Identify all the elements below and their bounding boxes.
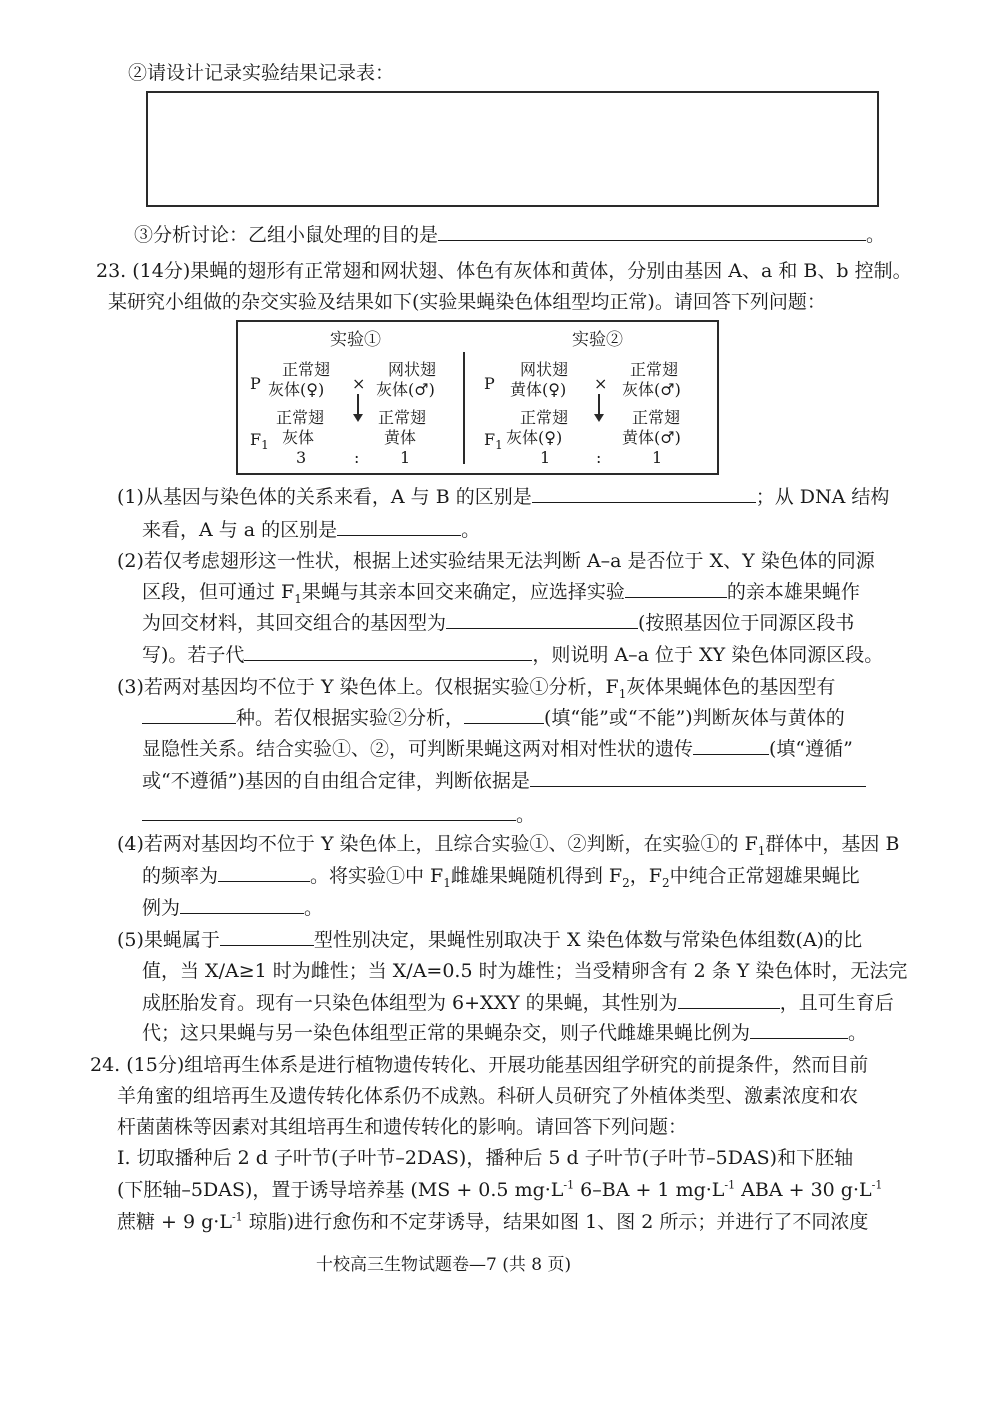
- exp2-female-wing: 网状翅: [520, 360, 569, 379]
- q23-s5-line1: (5)果蝇属于 型性别决定，果蝇性别取决于 X 染色体数与常染色体组数(A)的比: [117, 925, 862, 955]
- q22-part3: ③分析讨论：乙组小鼠处理的目的是 。: [134, 220, 885, 250]
- q23-s2-line3: 为回交材料，其回交组合的基因型为 (按照基因位于同源区段书: [142, 608, 854, 638]
- q24-line2: 羊角蜜的组培再生及遗传转化体系仍不成熟。科研人员研究了外植体类型、激素浓度和农: [117, 1085, 859, 1107]
- q24-line4: Ⅰ. 切取播种后 2 d 子叶节(子叶节–2DAS)，播种后 5 d 子叶节(子叶节–5DAS)和下胚轴: [117, 1147, 854, 1169]
- experiment-divider: [463, 352, 465, 464]
- answer-blank[interactable]: [142, 703, 236, 724]
- exp1-arrow: [357, 394, 359, 420]
- exp2-offspring1-body: 灰体(♀): [506, 428, 563, 447]
- exp2-title: 实验②: [572, 330, 623, 350]
- answer-blank[interactable]: [180, 893, 304, 914]
- q24-line1: 24. (15分)组培再生体系是进行植物遗传转化、开展功能基因组学研究的前提条件，然而目前: [90, 1054, 869, 1076]
- exp2-male-wing: 正常翅: [630, 360, 679, 379]
- exp2-f1-label: $F_1$: [484, 430, 503, 453]
- q23-s5-line3: 成胚胎发育。现有一只染色体组型为 6+XXY 的果蝇，其性别为 ，且可生育后: [142, 988, 894, 1018]
- exp2-p-label: P: [484, 374, 495, 393]
- answer-blank[interactable]: [678, 988, 780, 1009]
- exp1-offspring1-wing: 正常翅: [276, 408, 325, 427]
- exp2-ratio-a: 1: [540, 448, 551, 467]
- exp1-female-wing: 正常翅: [282, 360, 331, 379]
- exp1-ratio-colon: :: [354, 448, 360, 467]
- q23-s3-line5: 。: [142, 800, 535, 830]
- q22-part2-prompt: ②请设计记录实验结果记录表：: [128, 62, 395, 84]
- q22-part3-text: ③分析讨论：乙组小鼠处理的目的是: [134, 224, 439, 246]
- q23-s4-line1: (4)若两对基因均不位于 Y 染色体上，且综合实验①、②判断，在实验①的 $F_1$群体中，基因 B: [117, 833, 900, 858]
- q24-line5: (下胚轴–5DAS)，置于诱导培养基 (MS + 0.5 $mg\cdot L^{-1}$ 6–BA + 1 $mg\cdot L^{-1}$ ABA + 30 $g\cdot L^{-1}$: [117, 1178, 883, 1201]
- exp2-female-body: 黄体(♀): [510, 380, 567, 399]
- exp1-offspring2-wing: 正常翅: [378, 408, 427, 427]
- exp2-ratio-b: 1: [652, 448, 663, 467]
- record-table-answer-box[interactable]: [146, 91, 879, 207]
- q23-s3-line2: 种。若仅根据实验②分析， (填“能”或“不能”)判断灰体与黄体的: [142, 703, 845, 733]
- exp2-male-body: 灰体(♂): [622, 380, 681, 399]
- q23-s3-line1: (3)若两对基因均不位于 Y 染色体上。仅根据实验①分析，$F_1$灰体果蝇体色的基因型有: [117, 676, 836, 701]
- exp1-offspring1-body: 灰体: [282, 428, 315, 447]
- exp1-offspring2-body: 黄体: [384, 428, 417, 447]
- q23-s2-line1: (2)若仅考虑翅形这一性状，根据上述实验结果无法判断 A–a 是否位于 X、Y 染色体的同源: [117, 550, 875, 572]
- answer-blank[interactable]: [530, 766, 866, 787]
- answer-blank[interactable]: [218, 861, 310, 882]
- q23-s2-line4: 写)。若子代 ，则说明 A–a 位于 XY 染色体同源区段。: [142, 640, 883, 670]
- answer-blank[interactable]: [693, 734, 769, 755]
- answer-blank[interactable]: [625, 577, 727, 598]
- cross-experiment-diagram: [236, 320, 719, 475]
- exp1-female-body: 灰体(♀): [268, 380, 325, 399]
- q24-line6: 蔗糖 + 9 $g\cdot L^{-1}$ 琼脂)进行愈伤和不定芽诱导，结果如图 1、图 2 所示；并进行了不同浓度: [117, 1210, 869, 1233]
- exp1-male-wing: 网状翅: [388, 360, 437, 379]
- exp1-cross-sign: ×: [352, 374, 366, 393]
- page-footer: 十校高三生物试题卷—7 (共 8 页): [316, 1255, 572, 1275]
- q23-s3-line4: 或“不遵循”)基因的自由组合定律，判断依据是: [142, 766, 866, 796]
- q23-s5-line2: 值，当 X/A≥1 时为雌性；当 X/A=0.5 时为雄性；当受精卵含有 2 条 Y 染色体时，无法完: [142, 960, 908, 982]
- answer-blank[interactable]: [438, 220, 866, 241]
- q24-line3: 杆菌菌株等因素对其组培再生和遗传转化的影响。请回答下列问题：: [117, 1116, 688, 1138]
- exp1-title: 实验①: [330, 330, 381, 350]
- exp2-offspring2-body: 黄体(♂): [622, 428, 681, 447]
- answer-blank[interactable]: [446, 608, 638, 629]
- q23-s2-line2: 区段，但可通过 $F_1$果蝇与其亲本回交来确定，应选择实验 的亲本雄果蝇作: [142, 577, 860, 607]
- answer-blank[interactable]: [532, 482, 756, 503]
- answer-blank[interactable]: [464, 703, 544, 724]
- q23-s3-line3: 显隐性关系。结合实验①、②，可判断果蝇这两对相对性状的遗传 (填“遵循”: [142, 734, 853, 764]
- q23-header-line1: 23. (14分)果蝇的翅形有正常翅和网状翅、体色有灰体和黄体，分别由基因 A、a 和 B、b 控制。: [96, 260, 912, 282]
- answer-blank[interactable]: [220, 925, 314, 946]
- answer-blank[interactable]: [142, 800, 516, 821]
- q23-s4-line2: 的频率为 。将实验①中 $F_1$雌雄果蝇随机得到 $F_2$，$F_2$中纯合正常翅雄果蝇比: [142, 861, 860, 891]
- exp2-cross-sign: ×: [594, 374, 608, 393]
- q23-s1-line1: (1)从基因与染色体的关系来看，A 与 B 的区别是 ；从 DNA 结构: [117, 482, 889, 512]
- exp1-p-label: P: [250, 374, 261, 393]
- exp1-ratio-b: 1: [400, 448, 411, 467]
- exp1-ratio-a: 3: [296, 448, 307, 467]
- q23-s1-line2: 来看，A 与 a 的区别是 。: [142, 515, 480, 545]
- answer-blank[interactable]: [244, 640, 532, 661]
- exp1-f1-label: $F_1$: [250, 430, 269, 453]
- q23-s4-line3: 例为 。: [142, 893, 323, 923]
- answer-blank[interactable]: [750, 1018, 848, 1039]
- q23-header-line2: 某研究小组做的杂交实验及结果如下(实验果蝇染色体组型均正常)。请回答下列问题：: [108, 291, 826, 313]
- exp2-offspring1-wing: 正常翅: [520, 408, 569, 427]
- exp2-offspring2-wing: 正常翅: [632, 408, 681, 427]
- exp1-male-body: 灰体(♂): [376, 380, 435, 399]
- answer-blank[interactable]: [337, 515, 461, 536]
- q23-s5-line4: 代；这只果蝇与另一染色体组型正常的果蝇杂交，则子代雌雄果蝇比例为 。: [142, 1018, 867, 1048]
- exp2-arrow: [598, 394, 600, 420]
- exp2-ratio-colon: :: [596, 448, 602, 467]
